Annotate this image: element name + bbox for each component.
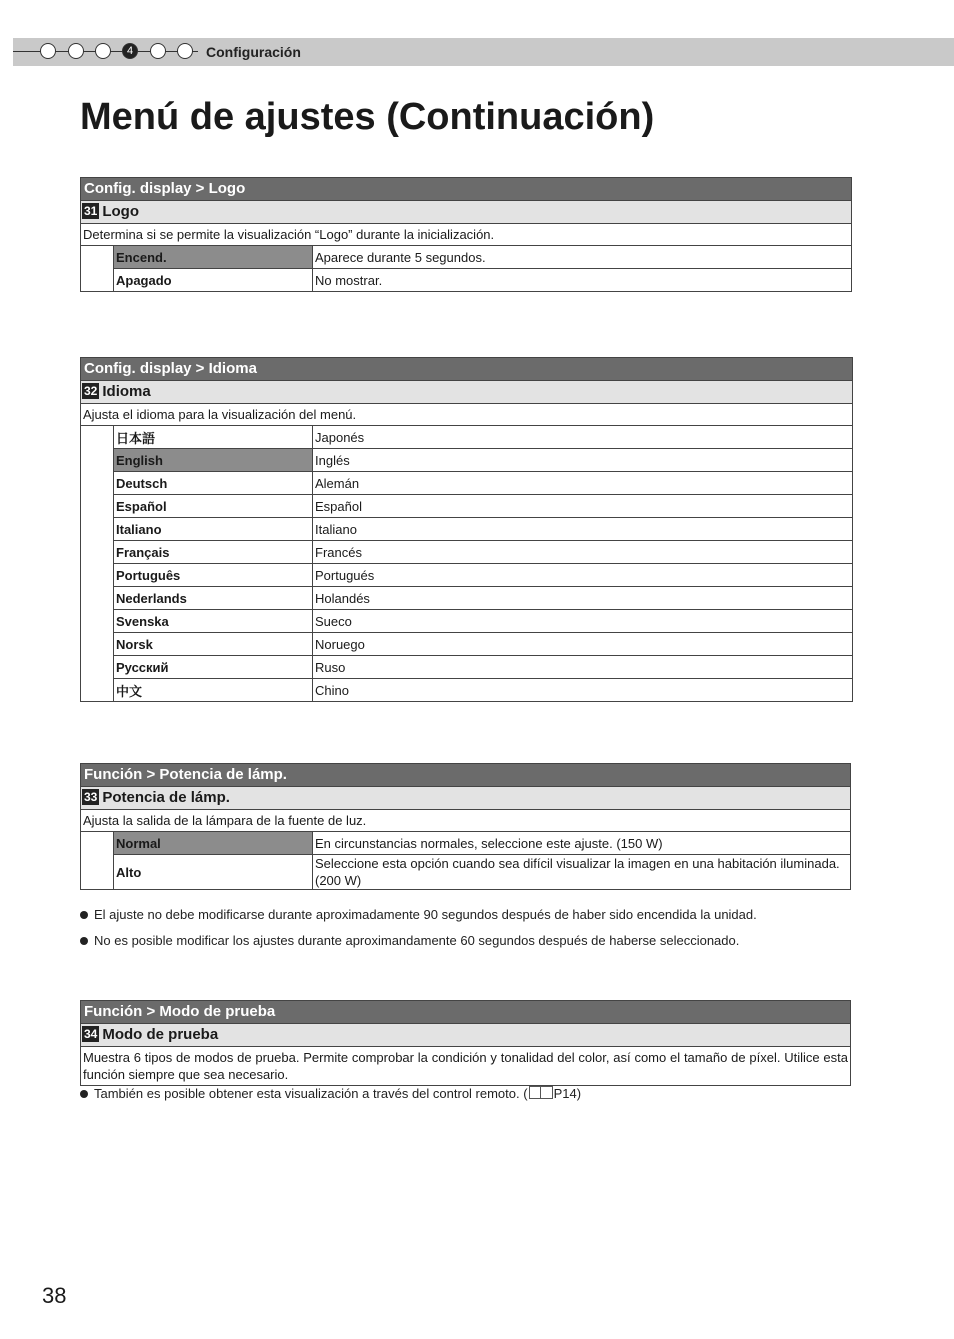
option-row <box>113 678 852 701</box>
item-label: Logo <box>102 203 140 220</box>
option-key: Normal <box>114 832 313 854</box>
settings-table-language <box>80 357 853 702</box>
item-label: Potencia de lámp. <box>102 789 230 806</box>
option-value: Inglés <box>315 452 350 468</box>
note-item <box>80 1086 581 1101</box>
item-number: 34 <box>84 1027 98 1041</box>
item-number: 33 <box>84 790 98 804</box>
item-number: 32 <box>84 384 98 398</box>
note-text-end: ) <box>576 1086 582 1101</box>
step-circle <box>68 43 84 59</box>
option-row <box>113 268 851 291</box>
item-description: Ajusta el idioma para la visualización del menú. <box>80 404 853 426</box>
table-header: Función > Modo de prueba <box>80 1000 851 1024</box>
table-header: Config. display > Idioma <box>80 357 853 381</box>
option-value: En circunstancias normales, seleccione este ajuste. (150 W) <box>315 835 663 851</box>
option-row <box>113 854 850 889</box>
option-key: Alto <box>114 855 313 889</box>
page-number: 38 <box>42 1283 67 1308</box>
option-value: Holandés <box>315 590 370 606</box>
option-key: Svenska <box>114 610 313 632</box>
option-key: 日本語 <box>114 426 313 448</box>
option-value: Alemán <box>315 475 360 491</box>
option-value: Japonés <box>315 429 365 445</box>
option-value: No mostrar. <box>315 272 383 288</box>
option-key: Español <box>114 495 313 517</box>
option-key: Português <box>114 564 313 586</box>
option-key: 中文 <box>114 679 313 701</box>
option-row <box>113 246 851 268</box>
options-table <box>80 246 852 292</box>
chapter-title: Configuración <box>206 44 301 60</box>
table-header: Config. display > Logo <box>80 177 852 201</box>
option-key: Nederlands <box>114 587 313 609</box>
note-text: No es posible modificar los ajustes durante aproximandamente 60 segundos después de haberse seleccionado. <box>94 933 740 948</box>
item-title <box>80 201 852 224</box>
option-row <box>113 494 852 517</box>
option-key: Italiano <box>114 518 313 540</box>
step-circle <box>95 43 111 59</box>
option-value: Aparece durante 5 segundos. <box>315 249 486 265</box>
option-key: Русский <box>114 656 313 678</box>
step-circle-active: 4 <box>122 43 138 59</box>
item-label: Modo de prueba <box>102 1026 219 1043</box>
option-row <box>113 517 852 540</box>
table-header: Función > Potencia de lámp. <box>80 763 851 787</box>
item-label: Idioma <box>102 383 151 400</box>
item-title <box>80 787 851 810</box>
option-key: English <box>114 449 313 471</box>
step-circle <box>150 43 166 59</box>
option-value: Sueco <box>315 613 352 629</box>
option-row <box>113 448 852 471</box>
options-table <box>80 426 853 702</box>
note-text: También es posible obtener esta visualización a través del control remoto. ( <box>94 1086 528 1101</box>
bullet-icon <box>80 937 88 945</box>
option-row <box>113 832 850 854</box>
option-key: Apagado <box>114 269 313 291</box>
option-value: Español <box>315 498 362 514</box>
book-reference-icon <box>529 1086 553 1099</box>
option-row <box>113 540 852 563</box>
option-row <box>113 563 852 586</box>
option-value: Portugués <box>315 567 375 583</box>
item-description: Determina si se permite la visualización “Logo” durante la inicialización. <box>80 224 852 246</box>
option-row <box>113 655 852 678</box>
option-row <box>113 471 852 494</box>
option-row <box>113 609 852 632</box>
settings-table-test-pattern <box>80 1000 851 1086</box>
option-value: Italiano <box>315 521 357 537</box>
item-description: Ajusta la salida de la lámpara de la fuente de luz. <box>80 810 851 832</box>
step-circle <box>177 43 193 59</box>
item-title <box>80 381 853 404</box>
item-number: 31 <box>84 204 98 218</box>
item-description: Muestra 6 tipos de modos de prueba. Permite comprobar la condición y tonalidad del color, así como el tamaño de píxel. Utilice esta función siempre que sea necesario. <box>80 1047 851 1086</box>
note-text: El ajuste no debe modificarse durante aproximadamente 90 segundos después de haber sido encendida la unidad. <box>94 907 757 922</box>
note-item <box>80 907 757 922</box>
option-key: Encend. <box>114 246 313 268</box>
bullet-icon <box>80 911 88 919</box>
page-reference: P14 <box>553 1086 577 1101</box>
settings-table-lamp-power <box>80 763 851 890</box>
option-key: Français <box>114 541 313 563</box>
option-value: Noruego <box>315 636 365 652</box>
option-value: Seleccione esta opción cuando sea difícil visualizar la imagen en una habitación iluminada. (200 W) <box>315 856 840 888</box>
note-item <box>80 933 739 948</box>
option-value: Chino <box>315 682 349 698</box>
options-table <box>80 832 851 890</box>
bullet-icon <box>80 1090 88 1098</box>
option-row <box>113 632 852 655</box>
item-title <box>80 1024 851 1047</box>
step-circle <box>40 43 56 59</box>
chapter-bar <box>13 38 954 66</box>
option-value: Ruso <box>315 659 346 675</box>
option-key: Deutsch <box>114 472 313 494</box>
page-title: Menú de ajustes (Continuación) <box>80 96 655 138</box>
settings-table-logo <box>80 177 852 292</box>
option-value: Francés <box>315 544 362 560</box>
option-row <box>113 426 852 448</box>
option-key: Norsk <box>114 633 313 655</box>
option-row <box>113 586 852 609</box>
